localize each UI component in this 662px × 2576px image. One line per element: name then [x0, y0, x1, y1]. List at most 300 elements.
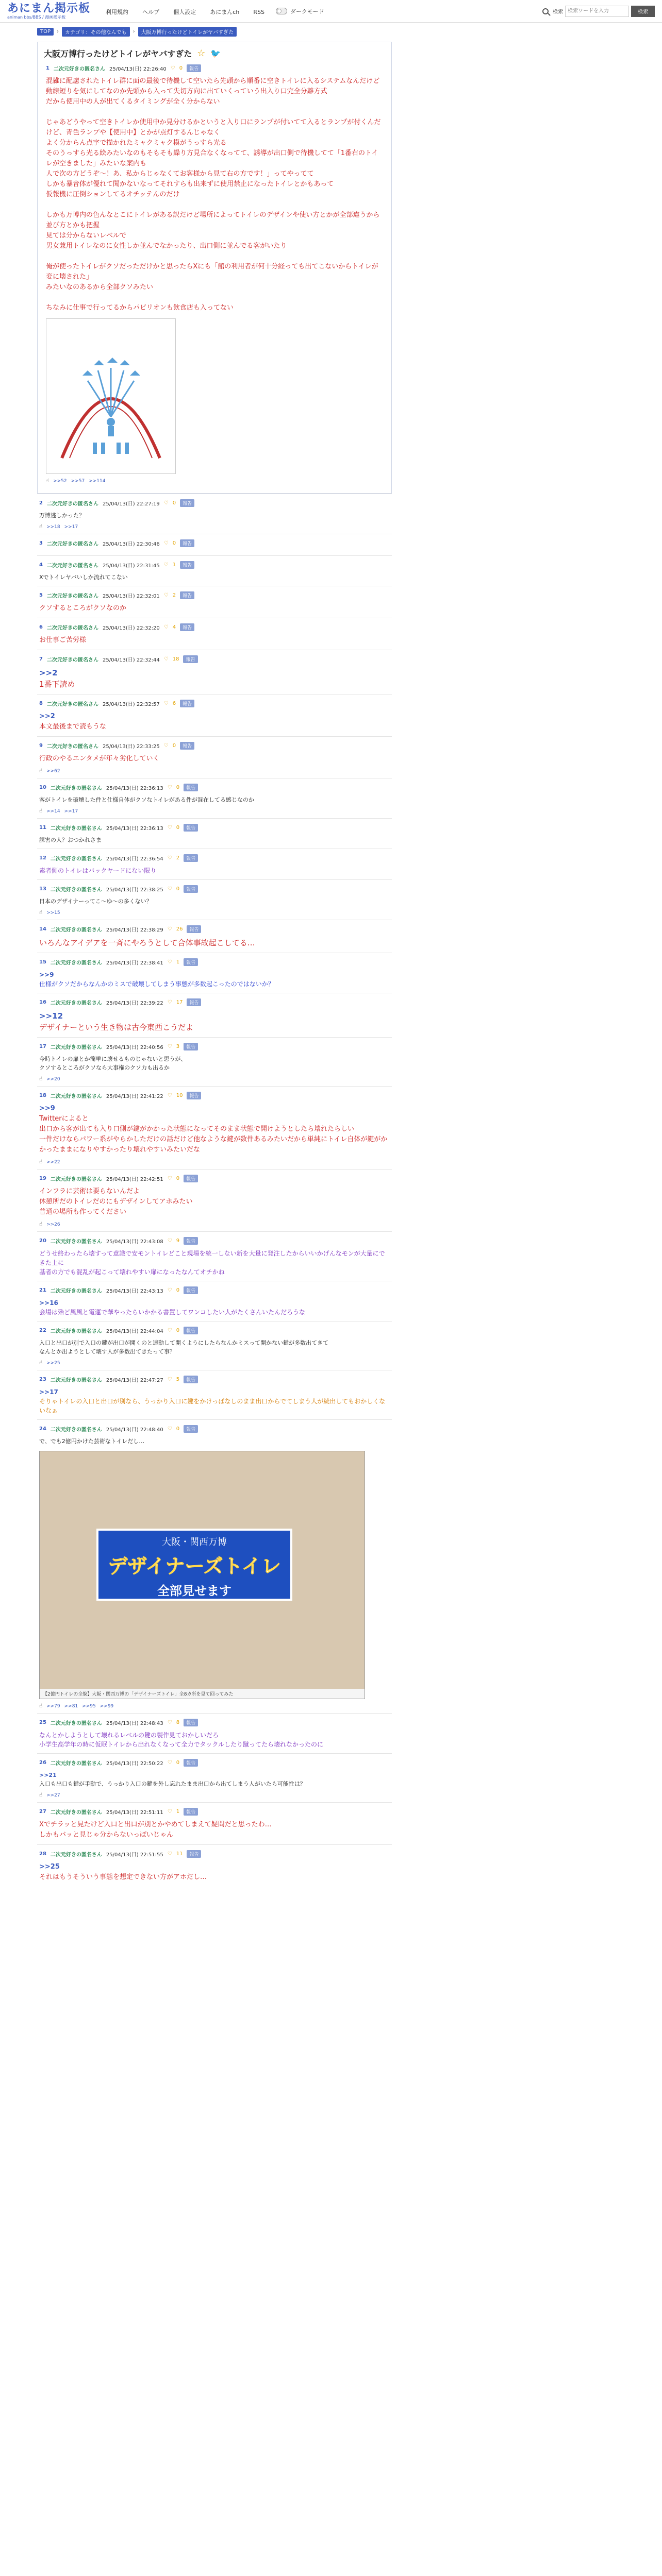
post-number[interactable]: 10	[39, 785, 46, 790]
like-icon[interactable]: ♡	[167, 1328, 172, 1333]
post-date: 25/04/13(日) 22:30:46	[102, 541, 160, 547]
like-count: 9	[176, 1238, 180, 1244]
like-count: 18	[172, 656, 179, 662]
post-body	[39, 897, 390, 906]
like-icon[interactable]: ♡	[163, 500, 169, 506]
post-date: 25/04/13(日) 22:44:04	[106, 1329, 163, 1334]
report-button[interactable]: 報告	[184, 854, 198, 862]
report-button[interactable]: 報告	[184, 1237, 198, 1245]
nav-help[interactable]: ヘルプ	[142, 9, 160, 15]
post-text: なんとかしようとして壊れるレベルの鍵の製作見ておかしいだろ 小学生高学年の時に仮眠トイレから出れなくなって全力でタックルしたり蹴ってたら壊れなかったのに	[39, 1732, 324, 1748]
main-content	[37, 27, 392, 1887]
post-number[interactable]: 2	[39, 500, 43, 506]
post-number[interactable]: 9	[39, 743, 43, 749]
post-date: 25/04/13(日) 22:38:25	[106, 887, 163, 893]
post	[37, 1802, 392, 1844]
post-text: クソするところがクソなのか	[39, 604, 127, 612]
report-button[interactable]: 報告	[184, 885, 198, 893]
post-date: 25/04/13(日) 22:43:13	[106, 1289, 163, 1294]
twitter-icon[interactable]: 🐦	[210, 48, 221, 58]
post-number[interactable]: 21	[39, 1287, 46, 1293]
post-number[interactable]: 13	[39, 886, 46, 892]
like-icon[interactable]: ♡	[167, 825, 172, 831]
breadcrumb-separator: ›	[57, 29, 59, 35]
like-icon[interactable]: ♡	[163, 743, 169, 749]
reply-link[interactable]: >>57	[71, 478, 85, 484]
post-body	[39, 795, 390, 804]
like-count: 1	[172, 562, 176, 568]
poster-name: 二次元好きの匿名さん	[50, 1239, 102, 1245]
reply-link[interactable]: >>25	[46, 1360, 60, 1366]
report-button[interactable]: 報告	[180, 742, 194, 750]
post-number[interactable]: 22	[39, 1328, 46, 1333]
post-header	[39, 1175, 390, 1182]
site-logo[interactable]	[7, 3, 90, 20]
like-icon[interactable]: ♡	[167, 1238, 172, 1244]
reply-link[interactable]: >>20	[46, 1076, 60, 1082]
post	[37, 993, 392, 1037]
post-number[interactable]: 6	[39, 624, 43, 630]
post-replies	[46, 478, 383, 484]
banner-line: 大阪・関西万博	[162, 1537, 227, 1548]
poster-name: 二次元好きの匿名さん	[50, 887, 102, 893]
nav-animanch[interactable]: あにまんch	[210, 9, 240, 15]
post-header	[39, 1237, 390, 1245]
like-icon[interactable]: ♡	[167, 1851, 172, 1857]
post-number[interactable]: 5	[39, 592, 43, 598]
reply-anchor[interactable]: >>25	[39, 1863, 60, 1871]
like-count: 4	[172, 624, 176, 630]
like-count: 17	[176, 999, 183, 1005]
like-icon[interactable]: ♡	[167, 886, 172, 892]
report-button[interactable]: 報告	[187, 64, 201, 72]
reply-icon: ☝	[39, 1792, 43, 1798]
post-date: 25/04/13(日) 22:38:41	[106, 960, 163, 966]
like-icon[interactable]: ♡	[167, 785, 172, 790]
reply-link[interactable]: >>15	[46, 910, 60, 916]
poster-name: 二次元好きの匿名さん	[50, 1852, 102, 1858]
post-text: 今時トイレの扉とか簡単に壊せるものじゃないと思うが、 クソするところがクソなら大事権のクソ力も出るか	[39, 1056, 187, 1071]
reply-anchor[interactable]: >>9	[39, 971, 54, 978]
post-text: 素者側のトイレはバックヤードにない限り	[39, 867, 157, 874]
post-body	[39, 1249, 390, 1277]
breadcrumb-top[interactable]: TOP	[37, 28, 54, 36]
like-icon[interactable]: ♡	[167, 1809, 172, 1815]
like-count: 0	[176, 1760, 180, 1766]
thread-header	[37, 42, 392, 494]
post-body	[39, 836, 390, 844]
op-body-line: だから使用中の人が出てくるタイミングが全く分からない	[46, 98, 220, 106]
post-body	[39, 573, 390, 582]
post-number[interactable]: 7	[39, 656, 43, 662]
post-date: 25/04/13(日) 22:41:22	[106, 1094, 163, 1099]
report-button[interactable]: 報告	[184, 1376, 198, 1383]
like-icon[interactable]: ♡	[167, 1287, 172, 1293]
post-number[interactable]: 19	[39, 1176, 46, 1181]
post-number[interactable]: 11	[39, 825, 46, 831]
post-header	[39, 925, 390, 933]
post-number[interactable]: 1	[46, 65, 49, 71]
post-date: 25/04/13(日) 22:36:13	[106, 826, 163, 832]
post-number[interactable]: 3	[39, 540, 43, 546]
post-body	[39, 711, 390, 732]
post-text: そりゃトイレの入口と出口が別なら、うっかり入口に鍵をかけっぱなしのまま出口からでてしまう人が続出してもおかしくないなぁ	[39, 1398, 386, 1414]
post-date: 25/04/13(日) 22:51:11	[106, 1810, 163, 1816]
op-body-line: 仮報機に圧倒ションしてるオチッテんのだけ	[46, 191, 180, 198]
toilet-article-image[interactable]	[39, 1451, 365, 1699]
like-count: 2	[176, 855, 180, 861]
report-button[interactable]: 報告	[187, 1850, 201, 1858]
post-date: 25/04/13(日) 22:32:44	[102, 657, 160, 663]
post-header	[39, 1808, 390, 1816]
post-body	[39, 1437, 390, 1446]
post	[37, 618, 392, 650]
post-body	[39, 866, 390, 875]
post	[37, 1037, 392, 1086]
reply-link[interactable]: >>99	[100, 1703, 114, 1709]
post-text: それはもうそういう事態を想定できない方がアホだし…	[39, 1873, 207, 1881]
post-number[interactable]: 12	[39, 855, 46, 861]
post-header	[39, 623, 390, 631]
breadcrumb-thread[interactable]: 大阪万博行ったけどトイレがヤバすぎた	[138, 27, 237, 37]
report-button[interactable]: 報告	[184, 1286, 198, 1294]
post-body	[39, 1010, 390, 1033]
post-number[interactable]: 27	[39, 1809, 46, 1815]
reply-anchor[interactable]: >>12	[39, 1011, 63, 1021]
report-button[interactable]: 報告	[180, 623, 194, 631]
post	[37, 1169, 392, 1231]
like-count: 0	[172, 743, 176, 749]
post	[37, 555, 392, 586]
like-icon[interactable]: ♡	[167, 999, 172, 1005]
poster-name: 二次元好きの匿名さん	[50, 1177, 102, 1182]
post-header	[39, 824, 390, 832]
post-date: 25/04/13(日) 22:36:54	[106, 856, 163, 862]
post-number[interactable]: 20	[39, 1238, 46, 1244]
post-date: 25/04/13(日) 22:32:01	[102, 594, 160, 599]
reply-icon: ☝	[39, 524, 43, 530]
post	[37, 736, 392, 778]
reply-link[interactable]: >>114	[89, 478, 106, 484]
post-text: 行政のやるエンタメが年々劣化していく	[39, 755, 160, 762]
post	[37, 778, 392, 818]
post-text: Twitterによると 出口から客が出ても入り口側が鍵がかかった状態になってそのまま状態で開けようとしたら壊れたらしい 一件だけならパワー系がやらかしただけの話だけど他なような鍵が数件あるみたいだから単純にトイレ自体が鍵がかかったままになりやすかったり壊れやすいみたいだな	[39, 1115, 388, 1154]
like-icon[interactable]: ♡	[167, 1760, 172, 1766]
reply-icon: ☝	[39, 1222, 43, 1227]
post	[37, 694, 392, 736]
post-list	[37, 494, 392, 1887]
reply-link[interactable]: >>95	[82, 1703, 96, 1709]
post-date: 25/04/13(日) 22:48:40	[106, 1427, 163, 1433]
reply-link[interactable]: >>22	[46, 1159, 60, 1165]
like-count: 6	[172, 701, 176, 706]
reply-icon: ☝	[39, 768, 43, 774]
search-input[interactable]	[565, 6, 629, 17]
op-body-line: 男女兼用トイレなのに女性しか並んでなかったり、出口側に並んでる客がいたり	[46, 242, 287, 250]
post-number[interactable]: 26	[39, 1760, 46, 1766]
post	[37, 1713, 392, 1753]
post-header	[39, 1719, 390, 1726]
like-icon[interactable]: ♡	[163, 701, 169, 706]
like-count: 0	[176, 1176, 180, 1181]
report-button[interactable]: 報告	[184, 1808, 198, 1816]
op-body-line	[46, 107, 383, 117]
report-button[interactable]: 報告	[184, 1175, 198, 1182]
post-header	[39, 1327, 390, 1334]
post-header	[39, 784, 390, 791]
like-icon[interactable]: ♡	[167, 1093, 172, 1098]
post-body	[39, 1104, 390, 1155]
post-number[interactable]: 23	[39, 1377, 46, 1382]
post-body	[39, 754, 390, 764]
poster-name: 二次元好きの匿名さん	[46, 625, 98, 631]
post-text: お仕事ご苦労様	[39, 636, 87, 644]
like-icon[interactable]: ♡	[170, 65, 175, 71]
poster-name: 二次元好きの匿名さん	[50, 1001, 102, 1006]
post-text: 会場は殆ど風風と電運で華やったらいかかる書置してワンコしたい人がたくさんいたんだろうな	[39, 1309, 306, 1316]
nav-settings[interactable]: 個人設定	[173, 9, 196, 15]
like-count: 0	[172, 500, 176, 506]
post-number[interactable]: 17	[39, 1044, 46, 1049]
breadcrumb-separator: ›	[133, 29, 135, 35]
like-count: 3	[176, 1044, 180, 1049]
reply-link[interactable]: >>14	[46, 808, 60, 814]
like-icon[interactable]: ♡	[163, 624, 169, 630]
post-date: 25/04/13(日) 22:42:51	[106, 1177, 163, 1182]
op-image[interactable]	[46, 318, 176, 474]
poster-name: 二次元好きの匿名さん	[46, 657, 98, 663]
post-body	[39, 970, 390, 989]
like-count: 2	[172, 592, 176, 598]
post-number[interactable]: 18	[39, 1093, 46, 1098]
post-header	[39, 854, 390, 862]
reply-link[interactable]: >>17	[64, 808, 78, 814]
post-date: 25/04/13(日) 22:51:55	[106, 1852, 163, 1858]
op-body-line: 俺が使ったトイレがクソだっただけかと思ったらXにも「館の利用者が何十分経っても出てこないからトイレが変に壊された」	[46, 263, 378, 281]
post-number[interactable]: 15	[39, 959, 46, 965]
post-body	[39, 603, 390, 614]
post-date: 25/04/13(日) 22:47:27	[106, 1378, 163, 1383]
op-body-line: みたいなのあるから全部クソみたい	[46, 283, 154, 291]
report-button[interactable]: 報告	[184, 1759, 198, 1767]
reply-anchor[interactable]: >>9	[39, 1105, 55, 1112]
like-icon[interactable]: ♡	[163, 656, 169, 662]
op-body-line	[46, 251, 383, 262]
post-date: 25/04/13(日) 22:38:29	[106, 927, 163, 933]
op-body	[46, 76, 383, 313]
toggle-switch-icon[interactable]	[276, 8, 287, 14]
like-icon[interactable]: ♡	[167, 959, 172, 965]
nav-terms[interactable]: 利用規約	[106, 9, 129, 15]
top-bar	[0, 0, 662, 23]
post-body	[39, 1187, 390, 1217]
post-number[interactable]: 28	[39, 1851, 46, 1857]
reply-link[interactable]: >>17	[64, 524, 78, 530]
post-date: 25/04/13(日) 22:31:45	[102, 563, 160, 569]
post-replies	[39, 768, 390, 774]
poster-name: 二次元好きの匿名さん	[46, 563, 98, 569]
like-icon[interactable]: ♡	[163, 540, 169, 546]
logo-text[interactable]: あにまん掲示板	[7, 2, 91, 15]
report-button[interactable]: 報告	[183, 655, 197, 663]
like-icon[interactable]: ♡	[163, 592, 169, 598]
reply-anchor[interactable]: >>21	[39, 1772, 57, 1778]
post	[37, 1231, 392, 1281]
post-header	[39, 499, 390, 507]
image-caption: 【2億円トイレの全貌】大阪・関西万博の「デザイナーズトイレ」全8カ所を見て回ってみた	[40, 1689, 365, 1699]
post-number[interactable]: 4	[39, 562, 43, 568]
reply-anchor[interactable]: >>2	[39, 713, 55, 720]
post-number[interactable]: 8	[39, 701, 43, 706]
report-button[interactable]: 報告	[187, 925, 201, 933]
poster-name: 二次元好きの匿名さん	[50, 960, 102, 966]
poster-name: 二次元好きの匿名さん	[50, 1427, 102, 1433]
dark-mode-toggle[interactable]	[276, 7, 324, 15]
report-button[interactable]: 報告	[184, 1043, 198, 1050]
search-area	[542, 6, 655, 17]
like-count: 26	[176, 926, 183, 932]
post-header	[39, 1759, 390, 1767]
post-text: Xでチラッと見たけど入口と出口が別とかやめてしまえて疑問だと思ったわ… しかもバッと見じゃ分からないっぽいじゃん	[39, 1821, 272, 1839]
post-number[interactable]: 25	[39, 1720, 46, 1725]
post-date: 25/04/13(日) 22:36:13	[106, 786, 163, 791]
post	[37, 1281, 392, 1321]
op-body-line: 見ては分からないレベルで	[46, 232, 127, 240]
post-header	[39, 1425, 390, 1433]
post-header	[39, 1850, 390, 1858]
reply-anchor[interactable]: >>17	[39, 1388, 58, 1396]
like-count: 0	[176, 886, 180, 892]
reply-anchor[interactable]: >>2	[39, 668, 58, 677]
post-text: 日本のデザイナーってこ～ゆ～の多くない？	[39, 898, 152, 905]
like-count: 0	[176, 1328, 180, 1333]
post	[37, 494, 392, 534]
report-button[interactable]: 報告	[184, 1719, 198, 1726]
report-button[interactable]: 報告	[187, 998, 201, 1006]
report-button[interactable]: 報告	[180, 700, 194, 707]
like-icon[interactable]: ♡	[167, 1377, 172, 1382]
poster-name: 二次元好きの匿名さん	[46, 541, 98, 547]
post-body	[39, 1771, 390, 1788]
post-header	[39, 1286, 390, 1294]
report-button[interactable]: 報告	[184, 1425, 198, 1433]
post-replies	[39, 1703, 390, 1709]
poster-name: 二次元好きの匿名さん	[46, 501, 98, 507]
post	[37, 879, 392, 920]
reply-link[interactable]: >>81	[64, 1703, 78, 1709]
like-count: 11	[176, 1851, 183, 1857]
poster-name: 二次元好きの匿名さん	[50, 1378, 102, 1383]
report-button[interactable]: 報告	[180, 539, 194, 547]
report-button[interactable]: 報告	[180, 499, 194, 507]
post-body	[39, 511, 390, 520]
post-date: 25/04/13(日) 22:27:19	[102, 501, 160, 507]
post-date: 25/04/13(日) 22:26:40	[109, 66, 167, 72]
reply-link[interactable]: >>79	[46, 1703, 60, 1709]
post-date: 25/04/13(日) 22:39:22	[106, 1001, 163, 1006]
post	[37, 1086, 392, 1169]
search-button[interactable]: 検索	[631, 6, 655, 17]
like-icon[interactable]: ♡	[167, 1426, 172, 1432]
nav-rss[interactable]: RSS	[253, 9, 265, 15]
op-body-line: よく分からん点字で描かれたミャクミャク模がうっすら光る	[46, 139, 227, 147]
report-button[interactable]: 報告	[180, 561, 194, 569]
post-text: いろんなアイデアを一斉にやろうとして合体事故起こしてる…	[39, 938, 255, 947]
post-text: インフラに芸術は要らないんだよ 休憩所だのトイレだのにもデザインしてアホみたい 普通の場所も作ってください	[39, 1188, 193, 1216]
like-icon[interactable]: ♡	[167, 1044, 172, 1049]
reply-link[interactable]: >>62	[46, 768, 60, 774]
poster-name: 二次元好きの匿名さん	[50, 826, 102, 832]
op-body-line: そのうっすら光る絵みたいなのもそもそも繰り方見合なくなってて、誘導が出口側で待機してて「1番右のトイレが空きました」みたいな案内も	[46, 149, 378, 167]
like-icon[interactable]: ♡	[167, 855, 172, 861]
poster-name: 二次元好きの匿名さん	[50, 1329, 102, 1334]
breadcrumb	[37, 27, 392, 37]
post-text: 課害の人？おつかれさま	[39, 837, 102, 843]
post-number[interactable]: 24	[39, 1426, 46, 1432]
reply-link[interactable]: >>18	[46, 524, 60, 530]
poster-name: 二次元好きの匿名さん	[46, 594, 98, 599]
post-number[interactable]: 14	[39, 926, 46, 932]
poster-name: 二次元好きの匿名さん	[50, 1810, 102, 1816]
banner-line: デザイナーズトイレ	[108, 1555, 281, 1578]
reply-icon: ☝	[39, 1360, 43, 1366]
post	[37, 650, 392, 694]
post-header	[39, 742, 390, 750]
post-body	[39, 1387, 390, 1415]
poster-name: 二次元好きの匿名さん	[50, 1721, 102, 1726]
post-text: 入口も出口も鍵が手動で、うっかり入口の鍵を外し忘れたまま出口から出てしまう人がいたら可能性は？	[39, 1781, 306, 1787]
reply-icon: ☝	[39, 1703, 43, 1709]
post-header	[39, 1092, 390, 1099]
poster-name: 二次元好きの匿名さん	[46, 702, 98, 707]
report-button[interactable]: 報告	[184, 1327, 198, 1334]
poster-name: 二次元好きの匿名さん	[50, 1761, 102, 1767]
reply-anchor[interactable]: >>16	[39, 1299, 58, 1307]
reply-link[interactable]: >>27	[46, 1792, 60, 1798]
like-icon[interactable]: ♡	[167, 926, 172, 932]
poster-name: 二次元好きの匿名さん	[50, 1094, 102, 1099]
image-banner	[96, 1529, 292, 1601]
like-count: 1	[176, 1809, 180, 1815]
post	[37, 1321, 392, 1370]
like-icon[interactable]: ♡	[163, 562, 169, 568]
report-button[interactable]: 報告	[184, 784, 198, 791]
report-button[interactable]: 報告	[180, 591, 194, 599]
reply-link[interactable]: >>52	[53, 478, 67, 484]
post-replies	[39, 1360, 390, 1366]
report-button[interactable]: 報告	[184, 958, 198, 966]
post-header	[39, 700, 390, 707]
post-date: 25/04/13(日) 22:40:56	[106, 1045, 163, 1050]
post-body	[39, 1862, 390, 1883]
star-icon[interactable]: ☆	[197, 48, 206, 59]
post-replies	[39, 910, 390, 916]
post-body	[39, 1338, 390, 1356]
breadcrumb-category[interactable]: カテゴリ：その他なんでも	[62, 27, 130, 37]
report-button[interactable]: 報告	[184, 824, 198, 832]
reply-link[interactable]: >>26	[46, 1222, 60, 1227]
like-icon[interactable]: ♡	[167, 1720, 172, 1725]
like-icon[interactable]: ♡	[167, 1176, 172, 1181]
post-header	[39, 539, 390, 547]
reply-icon: ☝	[39, 1159, 43, 1165]
post-number[interactable]: 16	[39, 999, 46, 1005]
post-replies	[39, 1792, 390, 1798]
thread-title-row	[44, 47, 385, 59]
report-button[interactable]: 報告	[187, 1092, 201, 1099]
op-body-line	[46, 200, 383, 210]
post	[37, 1370, 392, 1419]
